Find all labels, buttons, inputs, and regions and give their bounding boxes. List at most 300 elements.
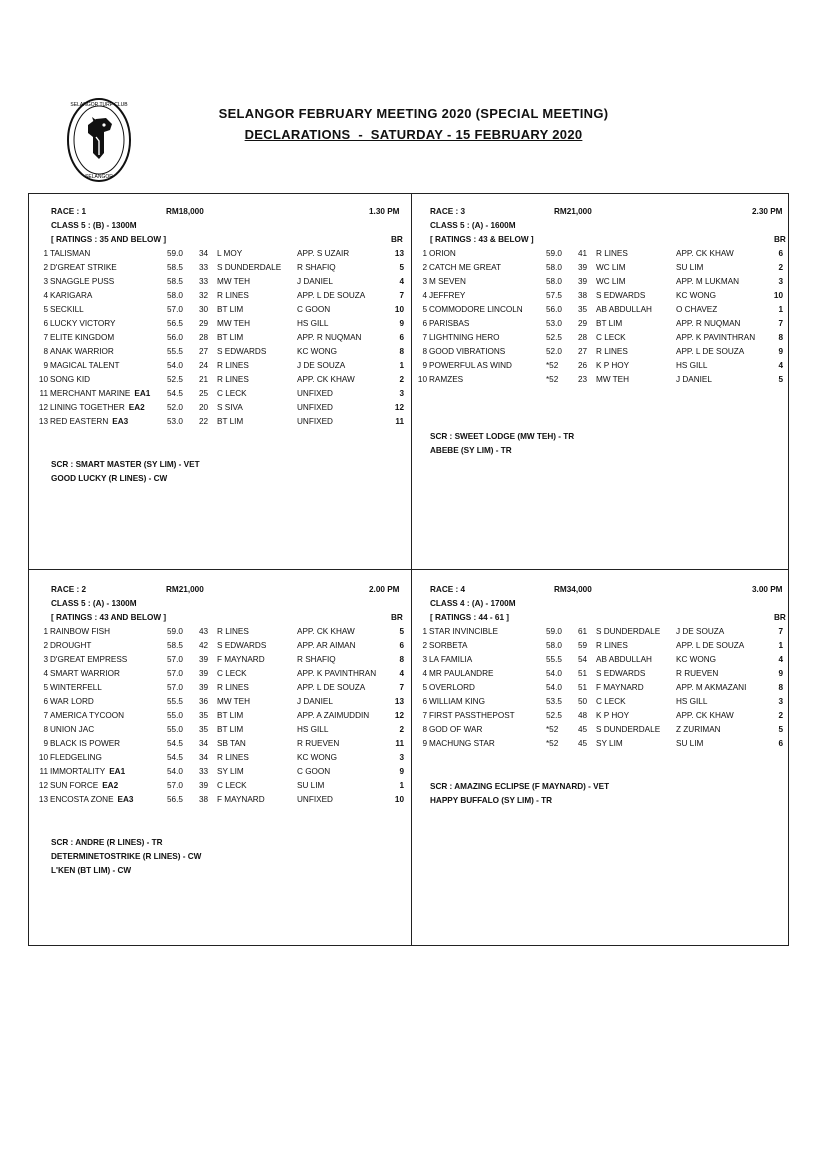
runner-jockey: AB ABDULLAH bbox=[596, 655, 652, 664]
runner-number: 1 bbox=[422, 249, 427, 258]
scratchings bbox=[430, 782, 609, 810]
runner-trainer: APP. CK KHAW bbox=[676, 711, 734, 720]
scratching-line: SCR : ANDRE (R LINES) - TR bbox=[51, 838, 163, 847]
runner-weight: 52.5 bbox=[546, 711, 562, 720]
runner-barrier: 9 bbox=[399, 767, 404, 776]
runner-horse bbox=[429, 641, 468, 650]
runner-jockey: SY LIM bbox=[596, 739, 623, 748]
runner-jockey: R LINES bbox=[217, 683, 249, 692]
runner-jockey: WC LIM bbox=[596, 263, 626, 272]
runner-number: 1 bbox=[43, 627, 48, 636]
runner-rating: 33 bbox=[199, 263, 209, 272]
runner-row bbox=[36, 333, 416, 347]
runner-row bbox=[415, 641, 795, 655]
runner-number: 7 bbox=[422, 711, 427, 720]
runner-barrier: 2 bbox=[399, 375, 404, 384]
runner-row bbox=[36, 781, 416, 795]
runner-jockey: R LINES bbox=[596, 641, 628, 650]
runner-list bbox=[415, 627, 795, 753]
runner-horse bbox=[429, 697, 485, 706]
runner-horse bbox=[50, 403, 145, 412]
horse-name: GOD OF WAR bbox=[429, 725, 483, 734]
runner-row bbox=[36, 305, 416, 319]
scratching-line: L'KEN (BT LIM) - CW bbox=[51, 866, 132, 875]
horse-name: BLACK IS POWER bbox=[50, 739, 121, 748]
runner-barrier: 6 bbox=[778, 739, 783, 748]
horse-name: POWERFUL AS WIND bbox=[429, 361, 512, 370]
horse-name: ORION bbox=[429, 249, 456, 258]
runner-barrier: 4 bbox=[399, 669, 404, 678]
runner-number: 1 bbox=[422, 627, 427, 636]
race-class: CLASS 4 : (A) - 1700M bbox=[430, 599, 516, 608]
horse-name: SORBETA bbox=[429, 641, 468, 650]
document-title: SELANGOR FEBRUARY MEETING 2020 (SPECIAL MEETING) bbox=[218, 106, 609, 121]
runner-number: 11 bbox=[39, 767, 48, 776]
scratching-line: HAPPY BUFFALO (SY LIM) - TR bbox=[430, 796, 553, 805]
runner-barrier: 2 bbox=[399, 725, 404, 734]
runner-row bbox=[415, 361, 795, 375]
runner-barrier: 5 bbox=[399, 263, 404, 272]
runner-weight: *52 bbox=[546, 361, 559, 370]
runner-weight: 54.5 bbox=[167, 739, 183, 748]
runner-number: 10 bbox=[417, 375, 427, 384]
runner-row bbox=[415, 291, 795, 305]
runner-number: 2 bbox=[43, 641, 48, 650]
runner-barrier: 4 bbox=[778, 655, 783, 664]
runner-rating: 38 bbox=[199, 795, 209, 804]
runner-jockey: C LECK bbox=[596, 697, 626, 706]
runner-number: 4 bbox=[422, 291, 427, 300]
runner-number: 12 bbox=[38, 403, 48, 412]
svg-text:SELANGOR: SELANGOR bbox=[85, 174, 113, 180]
race-card-4 bbox=[415, 585, 795, 753]
runner-number: 10 bbox=[38, 753, 48, 762]
runner-weight: 56.5 bbox=[167, 795, 183, 804]
emergency-acceptor-badge: EA3 bbox=[117, 795, 134, 804]
barrier-label: BR bbox=[391, 613, 403, 622]
runner-number: 6 bbox=[43, 697, 48, 706]
runner-trainer: APP. L DE SOUZA bbox=[297, 683, 366, 692]
emergency-acceptor-badge: EA2 bbox=[128, 403, 145, 412]
runner-weight: 59.0 bbox=[167, 627, 183, 636]
runner-row bbox=[415, 669, 795, 683]
runner-horse bbox=[429, 711, 515, 720]
runner-horse bbox=[50, 739, 120, 748]
horse-name: JEFFREY bbox=[429, 291, 466, 300]
runner-weight: 58.0 bbox=[546, 641, 562, 650]
runner-trainer: UNFIXED bbox=[297, 389, 333, 398]
horse-name: PARISBAS bbox=[429, 319, 470, 328]
runner-horse bbox=[50, 389, 150, 398]
runner-jockey: K P HOY bbox=[596, 711, 630, 720]
runner-horse bbox=[50, 291, 92, 300]
runner-barrier: 9 bbox=[778, 347, 783, 356]
runner-horse bbox=[50, 319, 116, 328]
horse-name: M SEVEN bbox=[429, 277, 466, 286]
runner-trainer: J DE SOUZA bbox=[297, 361, 346, 370]
runner-rating: 30 bbox=[199, 305, 209, 314]
runner-trainer: J DANIEL bbox=[676, 375, 712, 384]
runner-rating: 23 bbox=[578, 375, 588, 384]
runner-barrier: 8 bbox=[778, 333, 783, 342]
runner-barrier: 13 bbox=[394, 697, 404, 706]
runner-barrier: 6 bbox=[399, 641, 404, 650]
runner-number: 4 bbox=[43, 669, 48, 678]
horse-name: SNAGGLE PUSS bbox=[50, 277, 115, 286]
runner-horse bbox=[50, 767, 125, 776]
runner-trainer: J DANIEL bbox=[297, 697, 333, 706]
runner-row bbox=[36, 725, 416, 739]
runner-horse bbox=[50, 417, 128, 426]
runner-number: 10 bbox=[38, 375, 48, 384]
runner-barrier: 1 bbox=[778, 641, 783, 650]
runner-rating: 34 bbox=[199, 753, 209, 762]
runner-barrier: 7 bbox=[778, 319, 783, 328]
horse-name: MR PAULANDRE bbox=[429, 669, 494, 678]
runner-rating: 39 bbox=[199, 683, 209, 692]
runner-barrier: 8 bbox=[399, 655, 404, 664]
emergency-acceptor-badge: EA3 bbox=[112, 417, 129, 426]
runner-weight: 59.0 bbox=[546, 249, 562, 258]
race-card-2 bbox=[36, 585, 416, 809]
race-time: 3.00 PM bbox=[752, 585, 783, 594]
runner-barrier: 12 bbox=[394, 711, 404, 720]
runner-trainer: C GOON bbox=[297, 767, 331, 776]
runner-horse bbox=[50, 711, 124, 720]
barrier-label: BR bbox=[391, 235, 403, 244]
runner-number: 9 bbox=[422, 739, 427, 748]
horse-name: UNION JAC bbox=[50, 725, 95, 734]
runner-row bbox=[36, 753, 416, 767]
horse-name: DROUGHT bbox=[50, 641, 92, 650]
runner-trainer: APP. R NUQMAN bbox=[297, 333, 362, 342]
runner-barrier: 2 bbox=[778, 263, 783, 272]
runner-list bbox=[36, 249, 416, 431]
horse-name: ANAK WARRIOR bbox=[50, 347, 114, 356]
horse-name: COMMODORE LINCOLN bbox=[429, 305, 523, 314]
grid-divider-horizontal bbox=[29, 569, 788, 570]
runner-barrier: 11 bbox=[395, 417, 404, 426]
runner-weight: 55.0 bbox=[167, 711, 183, 720]
runner-row bbox=[415, 347, 795, 361]
runner-rating: 51 bbox=[578, 669, 588, 678]
runner-number: 5 bbox=[422, 683, 427, 692]
runner-list bbox=[415, 249, 795, 389]
runner-row bbox=[36, 263, 416, 277]
runner-barrier: 3 bbox=[778, 697, 783, 706]
horse-name: RED EASTERN bbox=[50, 417, 109, 426]
runner-rating: 22 bbox=[199, 417, 209, 426]
runner-weight: 54.5 bbox=[167, 389, 183, 398]
runner-weight: 58.5 bbox=[167, 641, 183, 650]
runner-row bbox=[36, 277, 416, 291]
runner-number: 5 bbox=[422, 305, 427, 314]
runner-rating: 35 bbox=[578, 305, 588, 314]
horse-name: OVERLORD bbox=[429, 683, 475, 692]
horse-name: WAR LORD bbox=[50, 697, 94, 706]
runner-rating: 45 bbox=[578, 725, 588, 734]
race-time: 1.30 PM bbox=[369, 207, 400, 216]
horse-name: TALISMAN bbox=[50, 249, 91, 258]
runner-weight: 52.0 bbox=[546, 347, 562, 356]
runner-barrier: 7 bbox=[399, 683, 404, 692]
runner-trainer: HS GILL bbox=[297, 725, 329, 734]
runner-barrier: 9 bbox=[399, 319, 404, 328]
runner-row bbox=[36, 249, 416, 263]
runner-jockey: R LINES bbox=[217, 627, 249, 636]
runner-rating: 35 bbox=[199, 725, 209, 734]
runner-rating: 38 bbox=[578, 291, 588, 300]
runner-trainer: J DANIEL bbox=[297, 277, 333, 286]
runner-horse bbox=[50, 375, 90, 384]
runner-number: 6 bbox=[422, 319, 427, 328]
runner-jockey: F MAYNARD bbox=[596, 683, 644, 692]
runner-trainer: SU LIM bbox=[297, 781, 325, 790]
runner-row bbox=[36, 767, 416, 781]
race-ratings: [ RATINGS : 43 & BELOW ] bbox=[430, 235, 534, 244]
runner-horse bbox=[429, 263, 501, 272]
runner-weight: 58.0 bbox=[546, 263, 562, 272]
runner-number: 13 bbox=[38, 795, 48, 804]
runner-barrier: 3 bbox=[399, 753, 404, 762]
runner-trainer: J DE SOUZA bbox=[676, 627, 725, 636]
runner-row bbox=[36, 669, 416, 683]
runner-rating: 51 bbox=[578, 683, 588, 692]
runner-number: 3 bbox=[422, 277, 427, 286]
runner-trainer: APP. CK KHAW bbox=[297, 375, 355, 384]
runner-number: 2 bbox=[43, 263, 48, 272]
runner-weight: 57.0 bbox=[167, 669, 183, 678]
runner-jockey: F MAYNARD bbox=[217, 655, 265, 664]
runner-number: 8 bbox=[422, 725, 427, 734]
runner-rating: 39 bbox=[199, 669, 209, 678]
runner-horse bbox=[429, 655, 472, 664]
runner-rating: 42 bbox=[199, 641, 209, 650]
svg-text:SELANGOR TURF CLUB: SELANGOR TURF CLUB bbox=[70, 102, 128, 108]
runner-row bbox=[415, 697, 795, 711]
scratching-line: SCR : SWEET LODGE (MW TEH) - TR bbox=[430, 432, 575, 441]
runner-horse bbox=[50, 725, 94, 734]
runner-weight: *52 bbox=[546, 725, 559, 734]
runner-trainer: UNFIXED bbox=[297, 795, 333, 804]
runner-weight: 57.5 bbox=[546, 291, 562, 300]
race-number: RACE : 2 bbox=[51, 585, 87, 594]
runner-rating: 32 bbox=[199, 291, 209, 300]
race-ratings: [ RATINGS : 44 - 61 ] bbox=[430, 613, 510, 622]
runner-barrier: 8 bbox=[399, 347, 404, 356]
runner-jockey: MW TEH bbox=[596, 375, 630, 384]
runner-jockey: S EDWARDS bbox=[217, 641, 267, 650]
runner-rating: 54 bbox=[578, 655, 588, 664]
runner-trainer: R SHAFIQ bbox=[297, 263, 336, 272]
runner-weight: 55.5 bbox=[167, 347, 183, 356]
runner-trainer: APP. M LUKMAN bbox=[676, 277, 740, 286]
runner-weight: 54.0 bbox=[546, 683, 562, 692]
horse-name: MACHUNG STAR bbox=[429, 739, 495, 748]
runner-row bbox=[415, 683, 795, 697]
race-ratings: [ RATINGS : 43 AND BELOW ] bbox=[51, 613, 167, 622]
runner-number: 9 bbox=[43, 361, 48, 370]
runner-rating: 50 bbox=[578, 697, 588, 706]
runner-trainer: Z ZURIMAN bbox=[676, 725, 721, 734]
horse-name: D'GREAT EMPRESS bbox=[50, 655, 128, 664]
runner-trainer: APP. AR AIMAN bbox=[297, 641, 356, 650]
race-prize: RM21,000 bbox=[554, 207, 592, 216]
runner-weight: 59.0 bbox=[546, 627, 562, 636]
scratching-line: GOOD LUCKY (R LINES) - CW bbox=[51, 474, 168, 483]
runner-jockey: BT LIM bbox=[217, 711, 244, 720]
runner-rating: 61 bbox=[578, 627, 588, 636]
runner-weight: 54.0 bbox=[167, 767, 183, 776]
horse-name: MAGICAL TALENT bbox=[50, 361, 120, 370]
runner-jockey: S EDWARDS bbox=[596, 669, 646, 678]
runner-number: 8 bbox=[43, 725, 48, 734]
runner-horse bbox=[50, 627, 110, 636]
runner-horse bbox=[50, 795, 133, 804]
runner-horse bbox=[50, 305, 84, 314]
runner-trainer: SU LIM bbox=[676, 263, 704, 272]
runner-trainer: KC WONG bbox=[297, 347, 338, 356]
runner-number: 3 bbox=[422, 655, 427, 664]
runner-number: 3 bbox=[43, 277, 48, 286]
runner-rating: 29 bbox=[199, 319, 209, 328]
runner-row bbox=[36, 655, 416, 669]
runner-number: 9 bbox=[43, 739, 48, 748]
barrier-label: BR bbox=[774, 613, 786, 622]
runner-rating: 41 bbox=[578, 249, 588, 258]
runner-barrier: 11 bbox=[395, 739, 404, 748]
runner-row bbox=[36, 389, 416, 403]
runner-rating: 34 bbox=[199, 249, 209, 258]
runner-rating: 20 bbox=[199, 403, 209, 412]
runner-row bbox=[415, 277, 795, 291]
runner-barrier: 1 bbox=[399, 361, 404, 370]
race-time: 2.00 PM bbox=[369, 585, 400, 594]
horse-name: STAR INVINCIBLE bbox=[429, 627, 499, 636]
runner-rating: 21 bbox=[199, 375, 209, 384]
runner-rating: 39 bbox=[578, 277, 588, 286]
runner-trainer: C GOON bbox=[297, 305, 331, 314]
runner-jockey: BT LIM bbox=[596, 319, 623, 328]
race-class: CLASS 5 : (A) - 1300M bbox=[51, 599, 137, 608]
runner-barrier: 1 bbox=[399, 781, 404, 790]
runner-weight: 56.5 bbox=[167, 319, 183, 328]
runner-rating: 27 bbox=[578, 347, 588, 356]
runner-horse bbox=[429, 319, 469, 328]
horse-name: RAINBOW FISH bbox=[50, 627, 111, 636]
runner-barrier: 10 bbox=[394, 305, 404, 314]
runner-jockey: R LINES bbox=[217, 375, 249, 384]
runner-number: 6 bbox=[43, 319, 48, 328]
runner-horse bbox=[50, 361, 119, 370]
runner-horse bbox=[50, 669, 120, 678]
runner-horse bbox=[429, 627, 498, 636]
runner-rating: 48 bbox=[578, 711, 588, 720]
runner-row bbox=[415, 725, 795, 739]
horse-name: ENCOSTA ZONE bbox=[50, 795, 114, 804]
runner-horse bbox=[429, 375, 463, 384]
runner-number: 4 bbox=[43, 291, 48, 300]
runner-weight: 58.5 bbox=[167, 263, 183, 272]
runner-jockey: BT LIM bbox=[217, 305, 244, 314]
runner-jockey: S DUNDERDALE bbox=[217, 263, 282, 272]
scratching-line: SCR : SMART MASTER (SY LIM) - VET bbox=[51, 460, 200, 469]
horse-name: AMERICA TYCOON bbox=[50, 711, 125, 720]
runner-number: 11 bbox=[39, 389, 48, 398]
runner-barrier: 12 bbox=[394, 403, 404, 412]
runner-rating: 43 bbox=[199, 627, 209, 636]
barrier-label: BR bbox=[774, 235, 786, 244]
runner-barrier: 4 bbox=[778, 361, 783, 370]
runner-number: 1 bbox=[43, 249, 48, 258]
runner-jockey: S EDWARDS bbox=[217, 347, 267, 356]
runner-horse bbox=[429, 291, 465, 300]
runner-rating: 35 bbox=[199, 711, 209, 720]
runner-weight: 52.5 bbox=[167, 375, 183, 384]
runner-weight: 53.0 bbox=[167, 417, 183, 426]
runner-trainer: APP. K PAVINTHRAN bbox=[676, 333, 756, 342]
scratchings bbox=[51, 838, 201, 880]
runner-jockey: C LECK bbox=[217, 781, 247, 790]
runner-row bbox=[415, 333, 795, 347]
runner-number: 7 bbox=[43, 333, 48, 342]
runner-trainer: O CHAVEZ bbox=[676, 305, 718, 314]
runner-weight: 54.0 bbox=[167, 361, 183, 370]
runner-horse bbox=[50, 655, 127, 664]
runner-number: 5 bbox=[43, 683, 48, 692]
runner-trainer: APP. S UZAIR bbox=[297, 249, 350, 258]
runner-rating: 39 bbox=[578, 263, 588, 272]
runner-horse bbox=[50, 683, 102, 692]
runner-jockey: SY LIM bbox=[217, 767, 244, 776]
runner-barrier: 10 bbox=[394, 795, 404, 804]
runner-jockey: R LINES bbox=[217, 753, 249, 762]
horse-name: LIGHTNING HERO bbox=[429, 333, 500, 342]
runner-number: 3 bbox=[43, 655, 48, 664]
scratching-line: DETERMINETOSTRIKE (R LINES) - CW bbox=[51, 852, 202, 861]
horse-name: WILLIAM KING bbox=[429, 697, 485, 706]
runner-row bbox=[36, 697, 416, 711]
runner-row bbox=[415, 711, 795, 725]
runner-jockey: BT LIM bbox=[217, 725, 244, 734]
runner-rating: 33 bbox=[199, 277, 209, 286]
horse-name: SECKILL bbox=[50, 305, 84, 314]
race-number: RACE : 1 bbox=[51, 207, 87, 216]
runner-number: 13 bbox=[38, 417, 48, 426]
race-prize: RM34,000 bbox=[554, 585, 592, 594]
runner-trainer: UNFIXED bbox=[297, 403, 333, 412]
runner-number: 12 bbox=[38, 781, 48, 790]
runner-rating: 26 bbox=[578, 361, 588, 370]
runner-barrier: 10 bbox=[773, 291, 783, 300]
runner-jockey: L MOY bbox=[217, 249, 243, 258]
runner-trainer: HS GILL bbox=[297, 319, 329, 328]
runner-barrier: 13 bbox=[394, 249, 404, 258]
runner-jockey: F MAYNARD bbox=[217, 795, 265, 804]
runner-barrier: 4 bbox=[399, 277, 404, 286]
emergency-acceptor-badge: EA1 bbox=[109, 767, 126, 776]
horse-name: KARIGARA bbox=[50, 291, 93, 300]
runner-rating: 28 bbox=[199, 333, 209, 342]
runner-jockey: MW TEH bbox=[217, 277, 251, 286]
race-number: RACE : 3 bbox=[430, 207, 466, 216]
horse-name: SONG KID bbox=[50, 375, 91, 384]
runner-trainer: APP. A ZAIMUDDIN bbox=[297, 711, 370, 720]
runner-number: 5 bbox=[43, 305, 48, 314]
runner-barrier: 5 bbox=[399, 627, 404, 636]
runner-row bbox=[415, 305, 795, 319]
runner-barrier: 6 bbox=[778, 249, 783, 258]
